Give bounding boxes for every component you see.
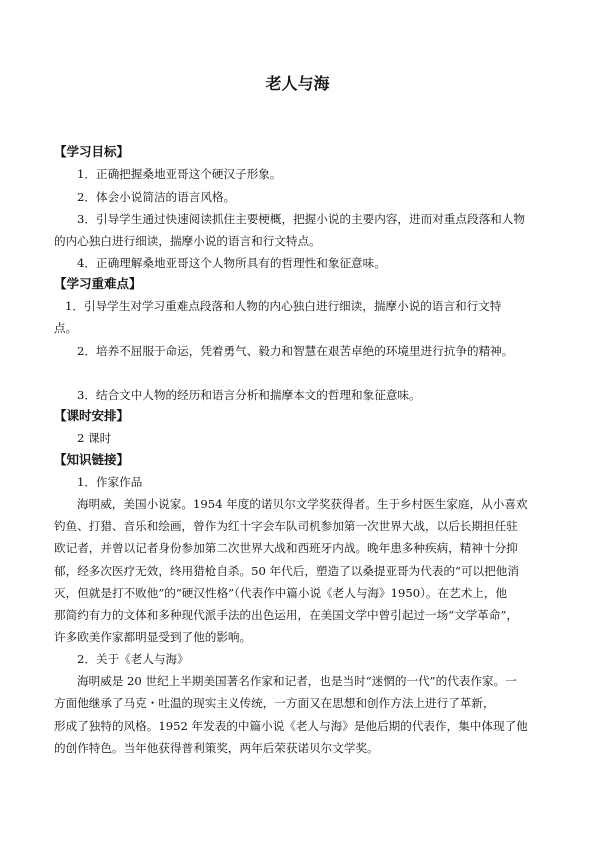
links-subheading: 2．关于《老人与海》 [77, 652, 189, 666]
links-line: 海明威，美国小说家。1954 年度的诺贝尔文学奖获得者。生于乡村医生家庭，从小喜欢 [77, 497, 528, 511]
links-line: 形成了独特的风格。1952 年发表的中篇小说《老人与海》是他后期的代表作，集中体现了他 [54, 719, 528, 733]
schedule-line: 2 课时 [77, 431, 112, 445]
section-heading-objectives: 【学习目标】 [54, 144, 130, 159]
key-point-line: 2．培养不屈服于命运，凭着勇气、毅力和智慧在艰苦卓绝的环境里进行抗争的精神。 [77, 344, 514, 358]
links-line: 方面他继承了马克・吐温的现实主义传统，一方面又在思想和创作方法上进行了革新， [54, 696, 495, 710]
links-line: 欧记者，并曾以记者身份参加第二次世界大战和西班牙内战。晚年患多种疾病，精神十分抑 [54, 541, 518, 555]
links-line: 海明威是 20 世纪上半期美国著名作家和记者，也是当时“迷惘的一代”的代表作家。一 [77, 674, 517, 688]
objective-line: 的内心独白进行细读，揣摩小说的语言和行文特点。 [54, 234, 321, 248]
document-title: 老人与海 [265, 74, 330, 93]
key-point-line: 1．引导学生对学习重难点段落和人物的内心独白进行细读，揣摩小说的语言和行文特 [65, 299, 502, 313]
links-line: 那简约有力的文体和多种现代派手法的出色运用，在美国文学中曾引起过一场“文学革命”， [54, 608, 519, 622]
links-line: 灭，但就是打不败他”的“硬汉性格”（代表作中篇小说《老人与海》1950）。在艺术上，他 [54, 586, 508, 600]
links-line: 的创作特色。当年他获得普利策奖，两年后荣获诺贝尔文学奖。 [54, 741, 379, 755]
key-point-line: 3．结合文中人物的经历和语言分析和揣摩本文的哲理和象征意味。 [77, 388, 421, 402]
section-heading-key-points: 【学习重难点】 [54, 276, 142, 291]
links-line: 许多欧美作家都明显受到了他的影响。 [54, 630, 252, 644]
links-line: 钓鱼、打猎、音乐和绘画，曾作为红十字会车队司机参加第一次世界大战，以后长期担任驻 [54, 519, 518, 533]
key-point-line: 点。 [54, 321, 78, 335]
section-heading-links: 【知识链接】 [54, 452, 130, 467]
links-line: 郁，经多次医疗无效，终用猎枪自杀。50 年代后，塑造了以桑提亚哥为代表的“可以把他消 [54, 564, 519, 578]
objective-line: 4．正确理解桑地亚哥这个人物所具有的哲理性和象征意味。 [77, 256, 386, 270]
objective-line: 1．正确把握桑地亚哥这个硬汉子形象。 [77, 167, 282, 181]
section-heading-schedule: 【课时安排】 [54, 408, 130, 423]
links-subheading: 1．作家作品 [77, 475, 143, 489]
objective-line: 3．引导学生通过快速阅读抓住主要梗概，把握小说的主要内容，进而对重点段落和人物 [77, 212, 525, 226]
objective-line: 2．体会小说简洁的语言风格。 [77, 190, 236, 204]
